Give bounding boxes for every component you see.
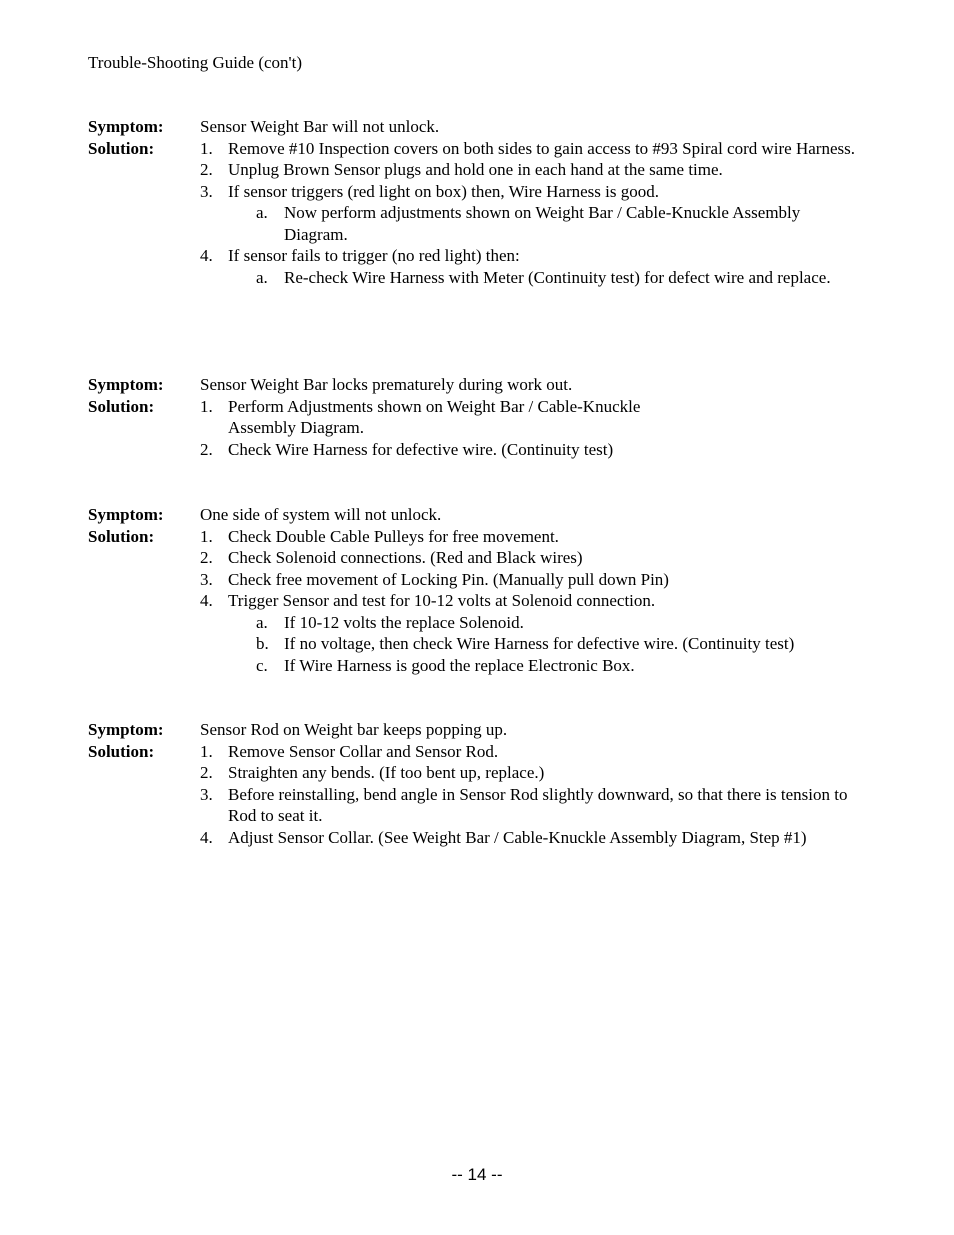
solution-step [200, 827, 868, 849]
symptom-text: Sensor Weight Bar locks prematurely during work out. [200, 375, 573, 394]
step-text: Check Wire Harness for defective wire. (Continuity test) [228, 439, 614, 459]
step-number: 2. [200, 439, 213, 459]
symptom-label: Symptom: [88, 117, 164, 136]
solution-row [88, 741, 868, 849]
sub-step [256, 633, 868, 655]
symptom-label: Symptom: [88, 720, 164, 739]
sub-step-letter: a. [256, 267, 268, 287]
symptom-label: Symptom: [88, 375, 164, 394]
sub-steps [228, 202, 868, 245]
solution-step [200, 569, 868, 591]
solution-step [200, 181, 868, 246]
sub-step [256, 612, 868, 634]
solution-label: Solution: [88, 526, 155, 546]
sub-step-text: Re-check Wire Harness with Meter (Continuity test) for defect wire and replace. [284, 267, 831, 287]
solution-step [200, 439, 868, 461]
solution-content [200, 741, 868, 849]
solution-steps [200, 396, 868, 461]
solution-steps [200, 138, 868, 289]
solution-step [200, 159, 868, 181]
symptom-text: Sensor Rod on Weight bar keeps popping up. [200, 720, 508, 739]
sub-step-text: Now perform adjustments shown on Weight Bar / Cable-Knuckle Assembly Diagram. [284, 203, 801, 244]
step-number: 4. [200, 246, 213, 265]
solution-step [200, 590, 868, 676]
sub-step [256, 267, 868, 289]
solution-step [200, 547, 868, 569]
step-number: 1. [200, 526, 213, 546]
solution-steps [200, 526, 868, 677]
solution-step [200, 245, 868, 288]
sub-step-letter: b. [256, 634, 269, 653]
step-text: Check Solenoid connections. (Red and Black wires) [228, 548, 583, 567]
symptom-text: One side of system will not unlock. [200, 505, 442, 524]
step-text: Remove #10 Inspection covers on both sides to gain access to #93 Spiral cord wire Harness. [228, 138, 855, 158]
step-text: Trigger Sensor and test for 10-12 volts at Solenoid connection. [228, 591, 656, 610]
trouble-section [88, 116, 868, 288]
symptom-text: Sensor Weight Bar will not unlock. [200, 117, 440, 136]
solution-content [200, 396, 868, 461]
step-number: 1. [200, 741, 213, 761]
solution-content [200, 526, 868, 677]
step-text: Perform Adjustments shown on Weight Bar / Cable-Knuckle Assembly Diagram. [228, 396, 641, 437]
page-number: -- 14 -- [451, 1165, 503, 1184]
step-number: 3. [200, 181, 213, 201]
solution-step [200, 741, 868, 763]
step-number: 4. [200, 827, 213, 847]
solution-label: Solution: [88, 741, 155, 761]
sub-step-letter: a. [256, 203, 268, 222]
solution-row [88, 138, 868, 289]
sub-steps [228, 612, 868, 677]
step-text: Check Double Cable Pulleys for free movement. [228, 526, 559, 546]
step-number: 2. [200, 548, 213, 567]
sub-step-text: If Wire Harness is good the replace Electronic Box. [284, 655, 635, 675]
symptom-row [88, 504, 868, 526]
step-number: 2. [200, 763, 213, 782]
step-number: 2. [200, 160, 213, 179]
solution-step [200, 526, 868, 548]
symptom-row [88, 719, 868, 741]
step-number: 1. [200, 396, 213, 416]
sub-step-letter: a. [256, 612, 268, 632]
step-text: Check free movement of Locking Pin. (Manually pull down Pin) [228, 569, 669, 589]
symptom-label: Symptom: [88, 505, 164, 524]
symptom-row [88, 374, 868, 396]
step-number: 4. [200, 591, 213, 610]
step-number: 3. [200, 784, 213, 804]
step-text: If sensor triggers (red light on box) then, Wire Harness is good. [228, 181, 659, 201]
trouble-section [88, 504, 868, 676]
solution-content [200, 138, 868, 289]
solution-step [200, 138, 868, 160]
sub-step [256, 655, 868, 677]
page-header: Trouble-Shooting Guide (con't) [88, 53, 302, 72]
step-number: 3. [200, 569, 213, 589]
step-text: Before reinstalling, bend angle in Sensor Rod slightly downward, so that there is tension to Rod to seat it. [228, 784, 848, 825]
solution-label: Solution: [88, 138, 155, 158]
step-text: Remove Sensor Collar and Sensor Rod. [228, 741, 499, 761]
sub-step-letter: c. [256, 655, 268, 675]
solution-row [88, 526, 868, 677]
sub-step-text: If 10-12 volts the replace Solenoid. [284, 612, 524, 632]
trouble-section [88, 719, 868, 848]
sub-steps [228, 267, 868, 289]
step-text: If sensor fails to trigger (no red light) then: [228, 246, 520, 265]
solution-label: Solution: [88, 396, 155, 416]
solution-step [200, 396, 698, 439]
solution-steps [200, 741, 868, 849]
solution-row [88, 396, 868, 461]
trouble-section [88, 374, 868, 460]
solution-step [200, 762, 868, 784]
sub-step [256, 202, 868, 245]
solution-step [200, 784, 868, 827]
step-text: Unplug Brown Sensor plugs and hold one in each hand at the same time. [228, 160, 723, 179]
sub-step-text: If no voltage, then check Wire Harness for defective wire. (Continuity test) [284, 634, 795, 653]
symptom-row [88, 116, 868, 138]
step-text: Adjust Sensor Collar. (See Weight Bar / Cable-Knuckle Assembly Diagram, Step #1) [228, 827, 807, 847]
step-number: 1. [200, 138, 213, 158]
step-text: Straighten any bends. (If too bent up, replace.) [228, 763, 545, 782]
